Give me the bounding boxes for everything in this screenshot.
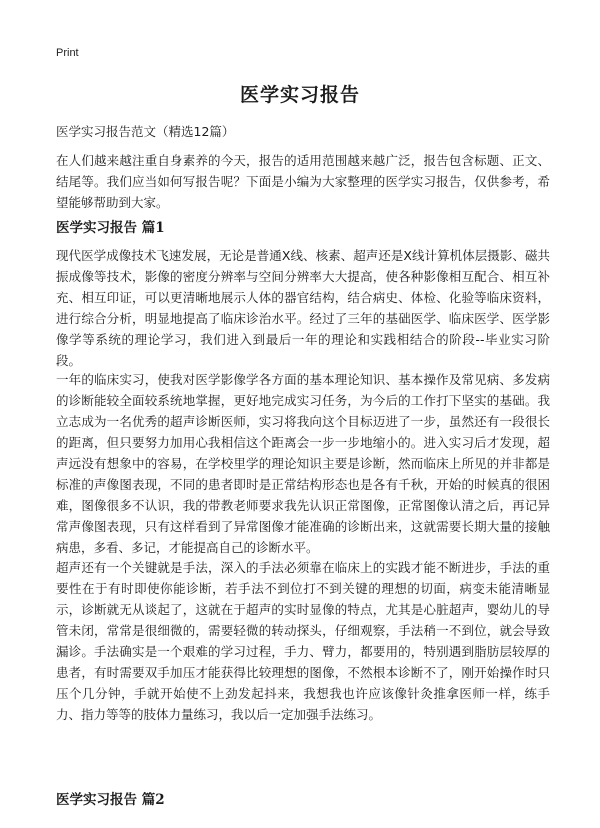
section-heading-2: 医学实习报告 篇2 [56,792,165,808]
section-1-paragraph-1: 现代医学成像技术飞速发展，无论是普通X线、核素、超声还是X线计算机体层摄影、磁共振成像等技术，影像的密度分辨率与空间分辨率大大提高，使各种影像相互配合、相互补充、相互印证，可以更清晰地展示人体的器官结构，结合病史、体检、化验等临床资料，进行综合分析，明显地提高了临床诊治水平。经过了三年的基础医学、临床医学、医学影像学等系统的理论学习，我们进入到最后一年的理论和实践相结合的阶段--毕业实习阶段。 [56,248,550,368]
document-subtitle: 医学实习报告范文（精选12篇） [56,124,235,139]
section-heading-1: 医学实习报告 篇1 [56,220,165,236]
section-1-paragraph-2: 一年的临床实习，使我对医学影像学各方面的基本理论知识、基本操作及常见病、多发病的诊断能较全面较系统地掌握，更好地完成实习任务，为今后的工作打下坚实的基础。我立志成为一名优秀的超声诊断医师，实习将我向这个目标迈进了一步，虽然还有一段很长的距离，但只要努力加用心我相信这个距离会一步一步地缩小的。进入实习后才发现，超声远没有想象中的容易，在学校里学的理论知识主要是诊断，然而临床上所见的并非都是标准的声像图表现，不同的患者即时是正常结构形态也是各有千秋，开始的时候真的很困难，图像很多不认识，我的带教老师要求我先认识正常图像，正常图像认清之后，再记异常声像图表现，只有这样看到了异常图像才能准确的诊断出来，这就需要长期大量的接触病患，多看、多记，才能提高自己的诊断水平。 [56,372,550,555]
section-1-paragraph-3: 超声还有一个关键就是手法，深入的手法必须靠在临床上的实践才能不断进步，手法的重要性在于有时即使你能诊断，若手法不到位打不到关键的理想的切面，病变未能清晰显示，诊断就无从谈起了，这就在于超声的实时显像的特点，尤其是心脏超声，婴幼儿的导管未闭，常常是很细微的，需要轻微的转动探头，仔细观察，手法稍一不到位，就会导致漏诊。手法确实是一个艰难的学习过程，手力、臂力，都要用的，特别遇到脂肪层较厚的患者，有时需要双手加压才能获得比较理想的图像，不然根本诊断不了，刚开始操作时只压个几分钟，手就开始使不上劲发起抖来，我想我也许应该像针灸推拿医师一样，练手力、指力等等的肢体力量练习，我以后一定加强手法练习。 [56,560,550,722]
page-title: 医学实习报告 [239,84,360,106]
intro-paragraph: 在人们越来越注重自身素养的今天，报告的适用范围越来越广泛，报告包含标题、正文、结尾等。我们应当如何写报告呢？下面是小编为大家整理的医学实习报告，仅供参考，希望能够帮助到大家。 [56,153,550,210]
print-link[interactable]: Print [56,47,79,59]
